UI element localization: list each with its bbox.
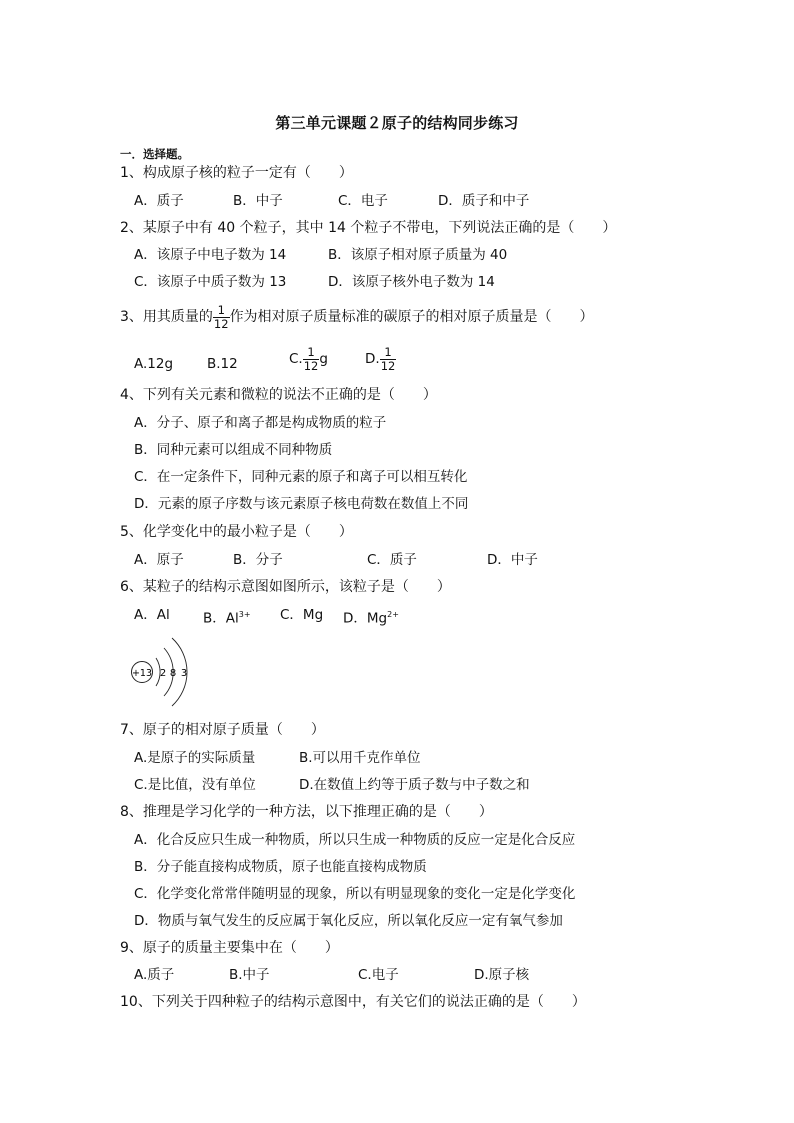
question-4-stem: 4、下列有关元素和微粒的说法不正确的是（ ） — [120, 387, 437, 403]
question-3-stem-suffix: 作为相对原子质量标准的碳原子的相对原子质量是（ ） — [229, 309, 594, 325]
question-6-option-a: A．Al — [134, 607, 170, 623]
option-c-label: C. — [289, 351, 303, 367]
fraction-numerator: 1 — [307, 344, 315, 359]
question-2-stem: 2、某原子中有 40 个粒子，其中 14 个粒子不带电，下列说法正确的是（ ） — [120, 220, 617, 236]
question-8-option-b: B．分子能直接构成物质，原子也能直接构成物质 — [134, 859, 427, 875]
question-2-option-a: A．该原子中电子数为 14 — [134, 247, 287, 263]
shell-2-electrons: 8 — [169, 668, 177, 679]
question-5-stem: 5、化学变化中的最小粒子是（ ） — [120, 524, 353, 540]
option-b-text: B．Al — [203, 610, 239, 627]
question-5-option-a: A．原子 — [134, 552, 184, 568]
question-9-stem: 9、原子的质量主要集中在（ ） — [120, 940, 339, 956]
question-7-option-b: B.可以用千克作单位 — [299, 750, 421, 766]
question-4-option-b: B．同种元素可以组成不同种物质 — [134, 442, 333, 458]
question-9-option-a: A.质子 — [134, 967, 175, 983]
section-heading: 一．选择题。 — [120, 147, 189, 161]
question-8-option-a: A．化合反应只生成一种物质，所以只生成一种物质的反应一定是化合反应 — [134, 832, 576, 848]
question-7-option-d: D.在数值上约等于质子数与中子数之和 — [299, 777, 530, 793]
question-1-option-c: C．电子 — [338, 193, 388, 209]
question-3-stem — [120, 300, 594, 334]
question-8-option-d: D．物质与氧气发生的反应属于氧化反应，所以氧化反应一定有氧气参加 — [134, 913, 563, 929]
option-d-charge: 2+ — [387, 610, 399, 619]
option-d-fraction — [380, 346, 397, 373]
page-title: 第三单元课题２原子的结构同步练习 — [275, 114, 519, 132]
fraction-denominator: 12 — [213, 316, 229, 331]
question-3-option-d — [365, 342, 396, 376]
question-1-option-a: A．质子 — [134, 193, 184, 209]
option-d-label: D. — [365, 351, 380, 367]
question-2-option-b: B．该原子相对原子质量为 40 — [328, 247, 508, 263]
question-3-option-a: A.12g — [134, 356, 174, 372]
question-5-option-c: C．质子 — [367, 552, 417, 568]
question-3-option-b: B.12 — [207, 356, 238, 372]
atom-structure-diagram — [128, 630, 198, 710]
question-1-option-b: B．中子 — [233, 193, 283, 209]
fraction-numerator: 1 — [384, 344, 392, 359]
question-6-option-b — [203, 606, 251, 628]
question-9-option-d: D.原子核 — [474, 967, 530, 983]
question-9-option-b: B.中子 — [229, 967, 270, 983]
question-4-option-a: A．分子、原子和离子都是构成物质的粒子 — [134, 415, 387, 431]
question-6-option-d — [343, 606, 399, 628]
question-9-option-c: C.电子 — [358, 967, 399, 983]
question-2-option-d: D．该原子核外电子数为 14 — [328, 274, 495, 290]
question-8-option-c: C．化学变化常常伴随明显的现象，所以有明显现象的变化一定是化学变化 — [134, 886, 576, 902]
question-2-option-c: C．该原子中质子数为 13 — [134, 274, 287, 290]
option-b-charge: 3+ — [238, 610, 251, 619]
question-1-option-d: D．质子和中子 — [438, 193, 530, 209]
question-6-stem: 6、某粒子的结构示意图如图所示，该粒子是（ ） — [120, 579, 451, 595]
option-d-text: D．Mg — [343, 610, 388, 627]
question-3-stem-prefix: 3、用其质量的 — [120, 309, 213, 325]
question-4-option-d: D．元素的原子序数与该元素原子核电荷数在数值上不同 — [134, 496, 469, 512]
option-c-fraction — [303, 346, 320, 373]
question-10-stem: 10、下列关于四种粒子的结构示意图中，有关它们的说法正确的是（ ） — [120, 994, 586, 1010]
shell-1-electrons: 2 — [159, 668, 167, 679]
nucleus-charge: +13 — [131, 668, 153, 679]
question-6-option-c: C．Mg — [280, 607, 324, 623]
question-5-option-d: D．中子 — [487, 552, 538, 568]
fraction-denominator: 12 — [303, 358, 319, 373]
question-4-option-c: C．在一定条件下，同种元素的原子和离子可以相互转化 — [134, 469, 468, 485]
shell-3-electrons: 3 — [180, 668, 188, 679]
question-8-stem: 8、推理是学习化学的一种方法，以下推理正确的是（ ） — [120, 804, 493, 820]
fraction-numerator: 1 — [217, 302, 225, 317]
question-7-stem: 7、原子的相对原子质量（ ） — [120, 722, 325, 738]
question-1-stem: 1、构成原子核的粒子一定有（ ） — [120, 165, 353, 181]
fraction-one-twelfth — [213, 304, 230, 331]
option-c-unit: g — [319, 351, 328, 367]
question-7-option-c: C.是比值，没有单位 — [134, 777, 256, 793]
question-7-option-a: A.是原子的实际质量 — [134, 750, 256, 766]
question-5-option-b: B．分子 — [233, 552, 283, 568]
question-3-option-c — [289, 342, 328, 376]
fraction-denominator: 12 — [380, 358, 396, 373]
